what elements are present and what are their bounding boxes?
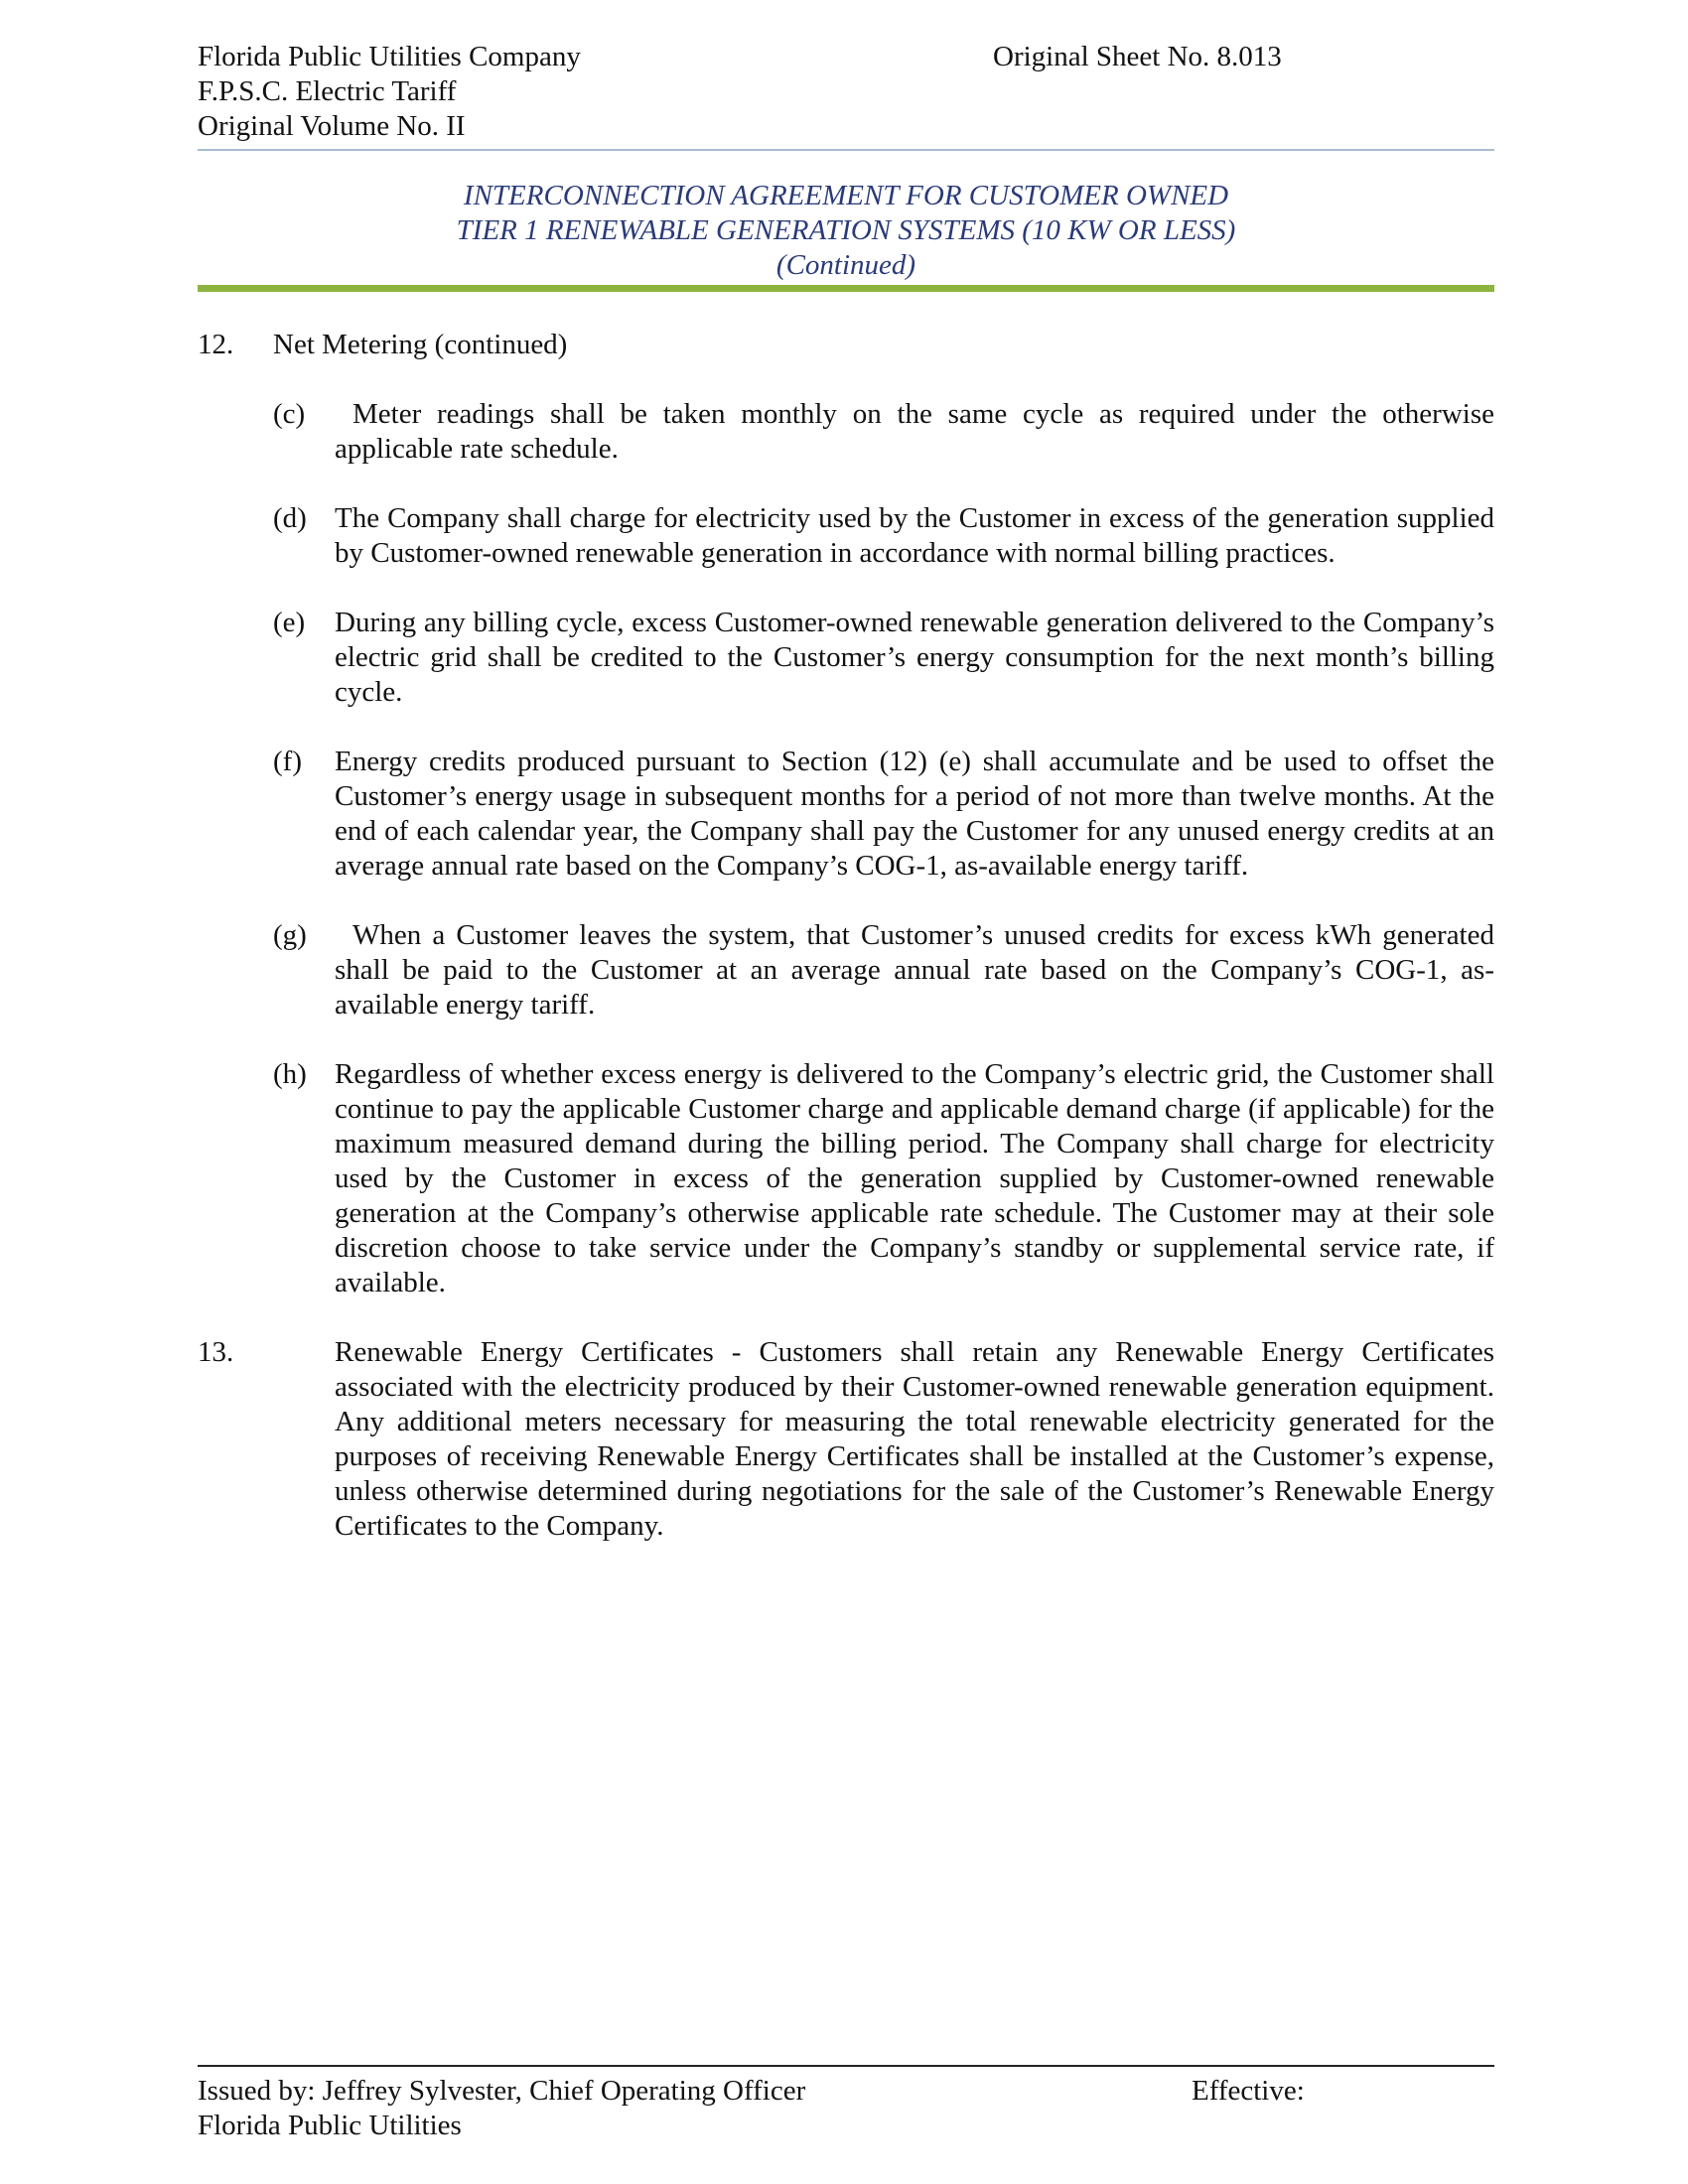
- subsection-label: (e): [273, 607, 306, 638]
- title-divider: [198, 285, 1494, 292]
- subsection-f: [273, 745, 1494, 884]
- page-title: [198, 179, 1494, 283]
- subsection-text: During any billing cycle, excess Customer-owned renewable generation delivered to the Company’s electric grid shall be credited to the Customer’s energy consumption for the next month’s billing cycle.: [335, 607, 1494, 708]
- subsection-d: [273, 501, 1494, 571]
- subsection-text: When a Customer leaves the system, that Customer’s unused credits for excess kWh generated shall be paid to the Customer at an average annual rate based on the Company’s COG-1, as-available energy tariff.: [335, 919, 1494, 1021]
- subsection-c: [273, 397, 1494, 467]
- subsection-label: (h): [273, 1058, 307, 1090]
- tariff-name: F.P.S.C. Electric Tariff: [198, 75, 457, 107]
- subsection-e: [273, 606, 1494, 710]
- subsection-text: The Company shall charge for electricity used by the Customer in excess of the generation supplied by Customer-owned renewable generation in accordance with normal billing practices.: [335, 502, 1494, 569]
- subsection-label: (c): [273, 398, 306, 430]
- subsection-label: (g): [273, 919, 307, 951]
- footer-divider: [198, 2065, 1494, 2067]
- title-line-3: (Continued): [775, 249, 916, 281]
- header-divider: [198, 149, 1494, 151]
- footer-left: [198, 2074, 805, 2143]
- section-13-text: Renewable Energy Certificates - Customers shall retain any Renewable Energy Certificates associated with the electricity produced by their Customer-owned renewable generation equipment. Any additional meters necessary for measuring the total renewable electricity generated for the purposes of receiving Renewable Energy Certificates shall be installed at the Customer’s expense, unless otherwise determined during negotiations for the sale of the Customer’s Renewable Energy Certificates to the Company.: [335, 1336, 1494, 1542]
- sheet-number: Original Sheet No. 8.013: [993, 41, 1282, 72]
- subsection-h: [273, 1057, 1494, 1300]
- title-line-2: TIER 1 RENEWABLE GENERATION SYSTEMS (10 KW OR LESS): [456, 214, 1236, 246]
- effective-date-label: Effective:: [1192, 2075, 1305, 2107]
- subsection-text: Regardless of whether excess energy is delivered to the Company’s electric grid, the Customer shall continue to pay the applicable Customer charge and applicable demand charge (if applicable) for the maximum measured demand during the billing period. The Company shall charge for electricity used by the Customer in excess of the generation supplied by Customer-owned renewable generation at the Company’s otherwise applicable rate schedule. The Customer may at their sole discretion choose to take service under the Company’s standby or supplemental service rate, if available.: [335, 1058, 1494, 1298]
- section-title: Net Metering (continued): [273, 329, 568, 360]
- issued-by: Issued by: Jeffrey Sylvester, Chief Operating Officer: [198, 2075, 806, 2107]
- subsection-text: Meter readings shall be taken monthly on the same cycle as required under the otherwise applicable rate schedule.: [335, 398, 1494, 465]
- document-body: [198, 328, 1494, 1544]
- subsection-label: (d): [273, 502, 307, 534]
- subsection-label: (f): [273, 746, 302, 777]
- volume-number: Original Volume No. II: [198, 110, 466, 142]
- issuer-organization: Florida Public Utilities: [198, 2110, 462, 2141]
- title-line-1: INTERCONNECTION AGREEMENT FOR CUSTOMER OWNED: [463, 180, 1229, 211]
- subsection-g: [273, 918, 1494, 1023]
- section-13: [198, 1335, 1494, 1544]
- header-left: [198, 40, 581, 144]
- subsection-text: Energy credits produced pursuant to Section (12) (e) shall accumulate and be used to offset the Customer’s energy usage in subsequent months for a period of not more than twelve months. At the end of each calendar year, the Company shall pay the Customer for any unused energy credits at an average annual rate based on the Company’s COG-1, as-available energy tariff.: [335, 746, 1494, 882]
- section-number: 13.: [198, 1336, 234, 1368]
- company-name: Florida Public Utilities Company: [198, 41, 581, 72]
- section-number: 12.: [198, 329, 234, 360]
- section-12-heading: [198, 328, 1494, 362]
